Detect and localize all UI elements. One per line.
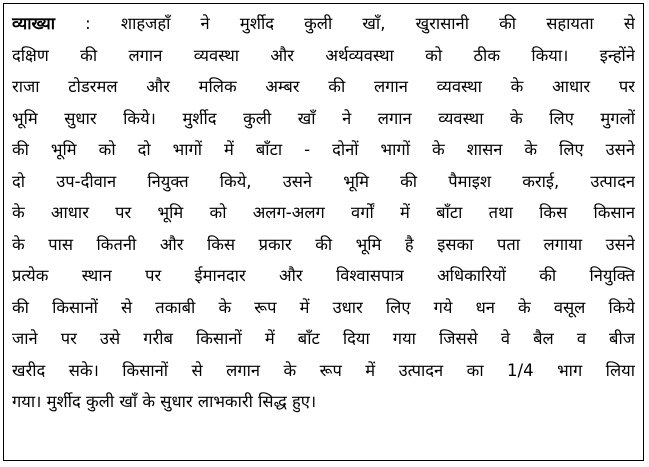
paragraph-line-3: राजा टोडरमल और मलिक अम्बर की लगान व्यवस्था के आधार पर xyxy=(12,77,635,96)
text-box xyxy=(3,3,644,461)
paragraph-line-13: गया। मुर्शीद कुली खाँ के सुधार लाभकारी सिद्ध हुए। xyxy=(12,392,317,411)
paragraph-line-1 xyxy=(12,8,635,40)
paragraph-line-12: खरीद सके। किसानों से लगान के रूप में उत्पादन का 1/4 भाग लिया xyxy=(12,360,635,380)
paragraph-line-2: दक्षिण की लगान व्यवस्था और अर्थव्यवस्था को ठीक किया। इन्होंने xyxy=(12,45,635,65)
heading-label: व्याख्या xyxy=(12,14,55,33)
paragraph-line-11: जाने पर उसे गरीब किसानों में बाँट दिया गया जिससे वे बैल व बीज xyxy=(12,329,635,348)
paragraph-line-6: दो उप-दीवान नियुक्त किये, उसने भूमि की पैमाइश कराई, उत्पादन xyxy=(12,171,635,191)
explanation-paragraph xyxy=(4,4,643,418)
paragraph-line-10: की किसानों से तकाबी के रूप में उधार लिए गये धन के वसूल किये xyxy=(12,297,635,317)
paragraph-line-4: भूमि सुधार किये। मुर्शीद कुली खाँ ने लगान व्यवस्था के लिए मुगलों xyxy=(12,108,635,128)
paragraph-line-7: के आधार पर भूमि को अलग-अलग वर्गों में बाँटा तथा किस किसान xyxy=(12,203,635,222)
paragraph-line-8: के पास कितनी और किस प्रकार की भूमि है इसका पता लगाया उसने xyxy=(12,234,635,254)
heading-separator: : xyxy=(54,14,121,33)
paragraph-line-5: की भूमि को दो भागों में बाँटा - दोनों भागों के शासन के लिए उसने xyxy=(12,140,635,159)
line-text-1: शाहजहाँ ने मुर्शीद कुली खाँ, खुरासानी की सहायता से xyxy=(120,14,635,33)
paragraph-line-9: प्रत्येक स्थान पर ईमानदार और विश्वासपात्र अधिकारियों की नियुक्ति xyxy=(12,266,635,285)
